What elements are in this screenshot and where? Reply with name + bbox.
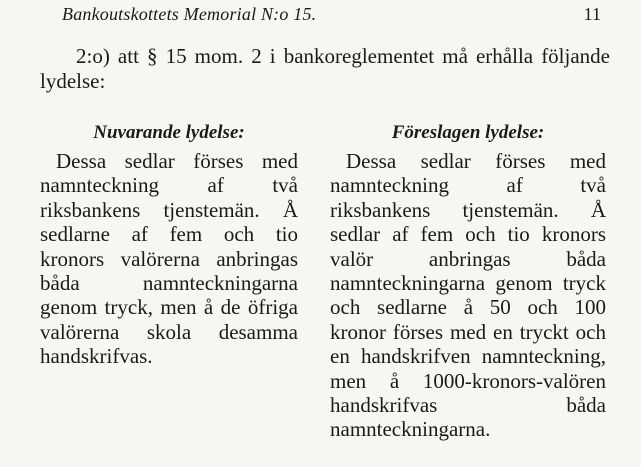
- page-header: [62, 4, 601, 28]
- proposed-wording-heading: Föreslagen lydelse:: [391, 122, 545, 143]
- proposed-wording-column: [330, 121, 606, 442]
- page-number: 11: [583, 4, 601, 24]
- current-wording-column: [40, 121, 298, 369]
- running-title: Bankoutskottets Memorial N:o 15.: [62, 4, 317, 24]
- current-wording-text: Dessa sedlar förses med namnteckning af två riksbankens tjenstemän. Å sedlarne af fem och tio kronors valörerna anbringas båda namnteckningarna genom tryck, men å de öfriga valörerna skola desamma handskrifvas.: [40, 149, 298, 369]
- intro-paragraph: 2:o) att § 15 mom. 2 i bankoreglementet må erhålla följande lydelse:: [40, 44, 610, 93]
- proposed-wording-text: Dessa sedlar förses med namnteckning af två riksbankens tjenstemän. Å sedlar af fem och tio kronors valör anbringas båda namnteckningarna genom tryck och sedlarne å 50 och 100 kronor förses med en tryckt och en handskrifven namnteckning, men å 1000-kronors-valören handskrifvas båda namnteckningarna.: [330, 149, 606, 442]
- current-wording-heading: Nuvarande lydelse:: [93, 122, 245, 143]
